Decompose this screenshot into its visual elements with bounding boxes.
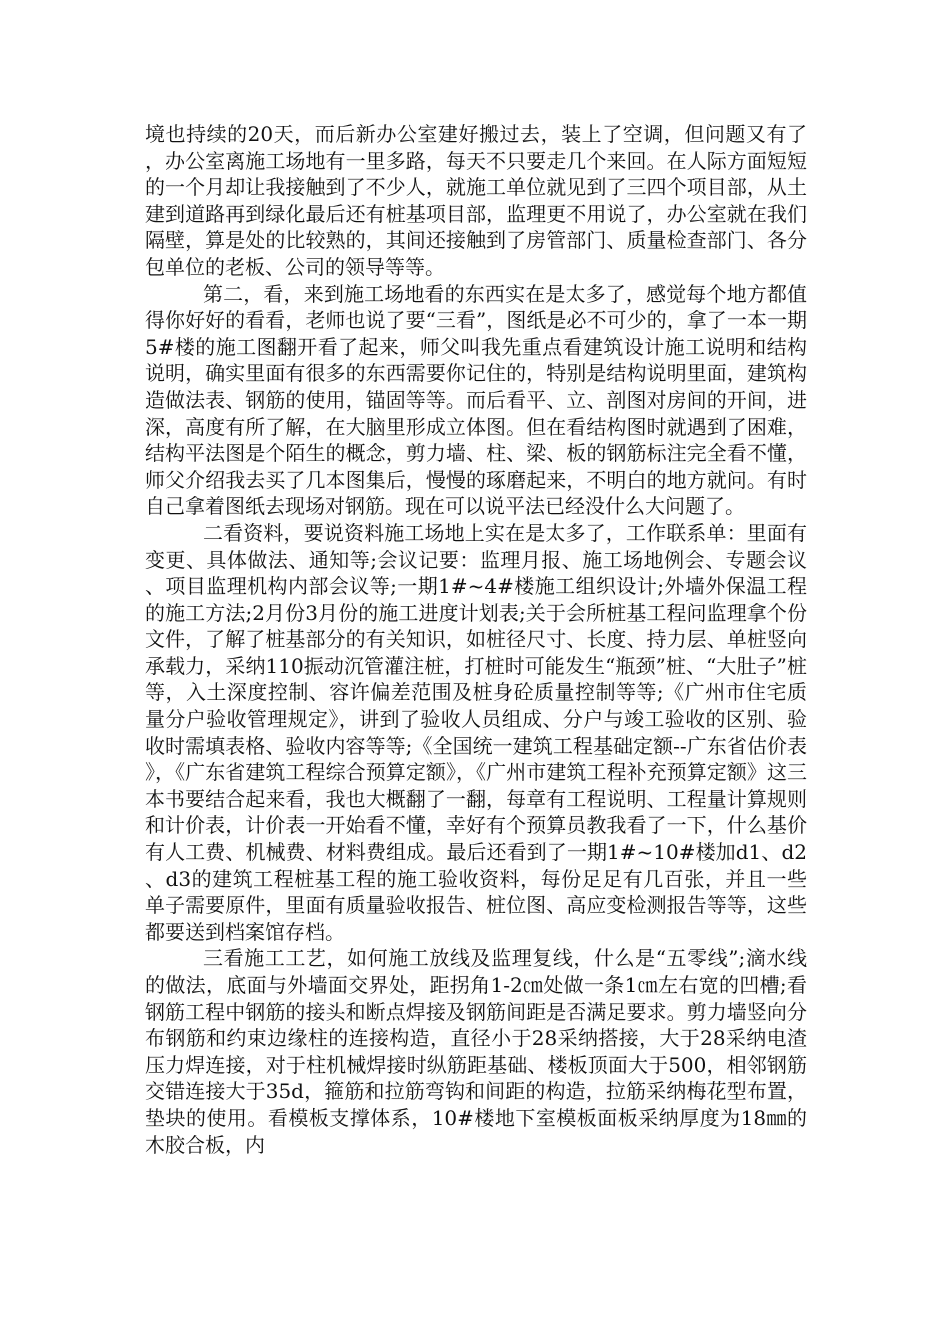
paragraph-4: 三看施工工艺，如何施工放线及监理复线，什么是“五零线”;滴水线的做法，底面与外墙面交界处，距拐角1-2㎝处做一条1㎝左右宽的凹槽;看钢筋工程中钢筋的接头和断点焊接及钢筋间距是否满足要求。剪力墙竖向分布钢筋和约束边缘柱的连接构造，直径小于28采纳搭接，大于28采纳电渣压力焊连接，对于柱机械焊接时纵筋距基础、楼板顶面大于500，相邻钢筋交错连接大于35d，箍筋和拉筋弯钩和间距的构造，拉筋采纳梅花型布置，垫块的使用。看模板支撑体系，10#楼地下室模板面板采纳厚度为18㎜的木胶合板，内 xyxy=(145,946,807,1157)
paragraph-2: 第二，看，来到施工场地看的东西实在是太多了，感觉每个地方都值得你好好的看看，老师也说了要“三看”，图纸是必不可少的，拿了一本一期5#楼的施工图翻开看了起来，师父叫我先重点看建筑设计施工说明和结构说明，确实里面有很多的东西需要你记住的，特别是结构说明里面，建筑构造做法表、钢筋的使用，锚固等等。而后看平、立、剖图对房间的开间，进深，高度有所了解，在大脑里形成立体图。但在看结构图时就遇到了困难，结构平法图是个陌生的概念，剪力墙、柱、梁、板的钢筋标注完全看不懂，师父介绍我去买了几本图集后，慢慢的琢磨起来，不明白的地方就问。有时自己拿着图纸去现场对钢筋。现在可以说平法已经没什么大问题了。 xyxy=(145,281,807,519)
paragraph-1: 境也持续的20天，而后新办公室建好搬过去，装上了空调，但问题又有了，办公室离施工场地有一里多路，每天不只要走几个来回。在人际方面短短的一个月却让我接触到了不少人，就施工单位就见到了三四个项目部，从土建到道路再到绿化最后还有桩基项目部，监理更不用说了，办公室就在我们隔壁，算是处的比较熟的，其间还接触到了房管部门、质量检查部门、各分包单位的老板、公司的领导等等。 xyxy=(145,122,807,279)
paragraph-3: 二看资料，要说资料施工场地上实在是太多了，工作联系单：里面有变更、具体做法、通知等;会议记要：监理月报、施工场地例会、专题会议、项目监理机构内部会议等;一期1#~4#楼施工组织设计;外墙外保温工程的施工方法;2月份3月份的施工进度计划表;关于会所桩基工程问监理拿个份文件，了解了桩基部分的有关知识，如桩径尺寸、长度、持力层、单桩竖向承载力，采纳110振动沉管灌注桩，打桩时可能发生“瓶颈”桩、“大肚子”桩等，入土深度控制、容许偏差范围及桩身砼质量控制等等;《广州市住宅质量分户验收管理规定》，讲到了验收人员组成、分户与竣工验收的区别、验收时需填表格、验收内容等等;《全国统一建筑工程基础定额--广东省估价表》，《广东省建筑工程综合预算定额》，《广州市建筑工程补充预算定额》这三本书要结合起来看，我也大概翻了一翻，每章有工程说明、工程量计算规则和计价表，计价表一开始看不懂，幸好有个预算员教我看了一下，什么基价有人工费、机械费、材料费组成。最后还看到了一期1#~10#楼加d1、d2、d3的建筑工程桩基工程的施工验收资料，每份足足有几百张，并且一些单子需要原件，里面有质量验收报告、桩位图、高应变检测报告等等，这些都要送到档案馆存档。 xyxy=(145,520,807,944)
document-body xyxy=(145,121,807,1158)
